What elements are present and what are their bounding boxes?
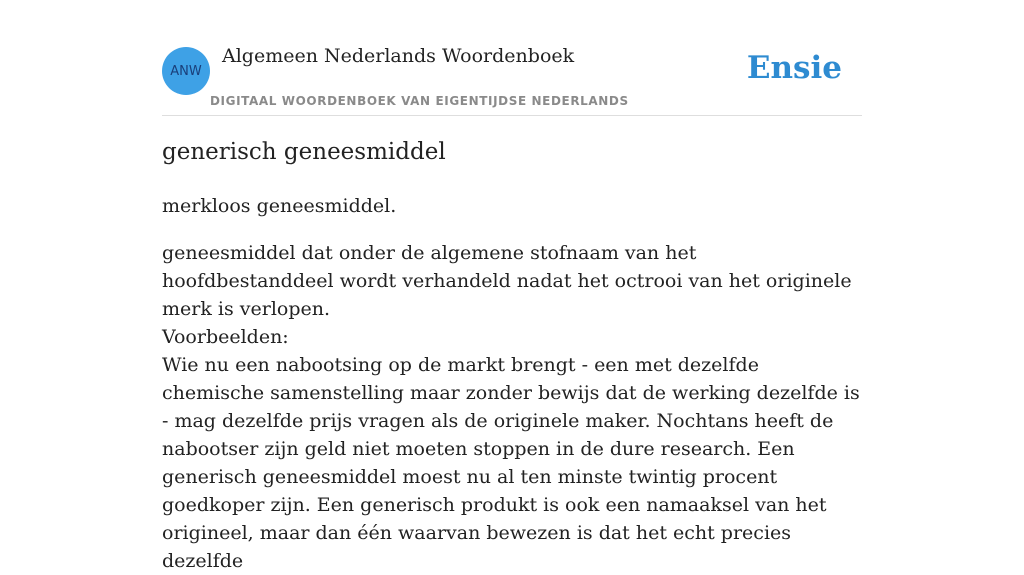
- site-title[interactable]: Algemeen Nederlands Woordenboek: [222, 45, 575, 67]
- examples-label: Voorbeelden:: [162, 326, 289, 348]
- ensie-brand-link[interactable]: Ensie: [746, 50, 842, 86]
- entry-title: generisch geneesmiddel: [162, 139, 446, 165]
- site-subtitle: DIGITAAL WOORDENBOEK VAN EIGENTIJDSE NEDERLANDS: [210, 94, 629, 108]
- entry-synonym: merkloos geneesmiddel.: [162, 195, 397, 217]
- entry-definition: geneesmiddel dat onder de algemene stofnaam van het hoofdbestanddeel wordt verhandeld nadat het octrooi van het originele merk is verlopen.: [162, 242, 852, 320]
- page: [162, 0, 862, 572]
- logo-text: ANW: [170, 63, 202, 79]
- site-header: [162, 0, 862, 116]
- anw-logo[interactable]: [162, 47, 210, 95]
- example-text: Wie nu een nabootsing op de markt brengt - een met dezelfde chemische samenstelling maar zonder bewijs dat de werking dezelfde is - mag dezelfde prijs vragen als de originele maker. Nochtans heeft de nabootser zijn geld niet moeten stoppen in de dure research. Een generisch geneesmiddel moest nu al ten minste twintig procent goedkoper zijn. Een generisch produkt is ook een namaaksel van het origineel, maar dan één waarvan bewezen is dat het echt precies dezelfde: [162, 354, 860, 572]
